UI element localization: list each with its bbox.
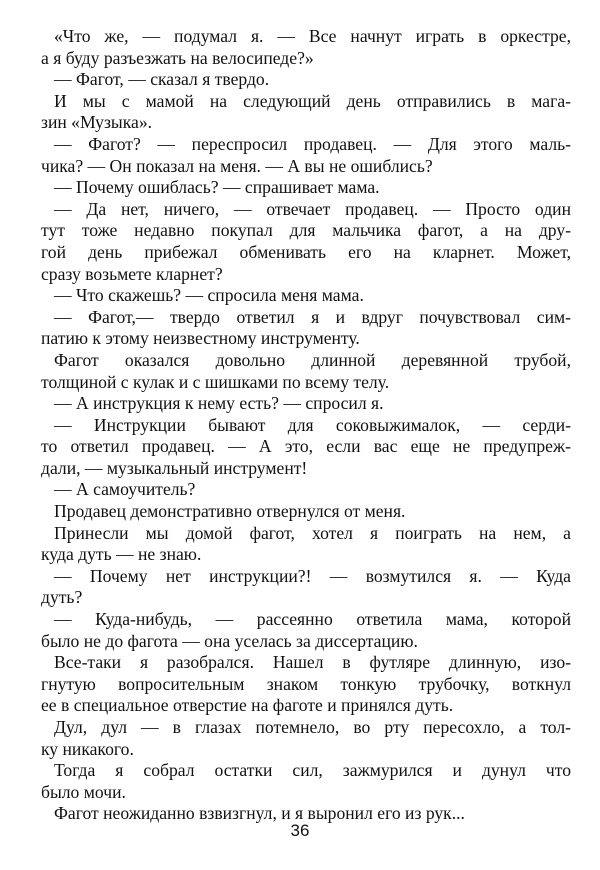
text-line: гой день прибежал обменивать его на кларнет. Может, <box>41 241 571 262</box>
page-number: 36 <box>290 821 310 840</box>
text-line: было мочи. <box>41 781 126 802</box>
text-line: — Фагот, — сказал я твердо. <box>54 69 270 90</box>
text-line: тут тоже недавно покупал для мальчика фагот, а на дру- <box>41 220 571 241</box>
text-line: — А инструкция к нему есть? — спросил я. <box>54 393 384 414</box>
text-line: зин «Музыка». <box>41 112 153 133</box>
text-line: «Что же, — подумал я. — Все начнут играть в оркестре, <box>54 26 571 46</box>
text-line: куда дуть — не знаю. <box>41 544 202 565</box>
text-line: патию к этому неизвестному инструменту. <box>41 328 360 349</box>
text-line: Принесли мы домой фагот, хотел я поиграть на нем, а <box>54 522 571 543</box>
text-line: — Куда-нибудь, — рассеянно ответила мама, которой <box>54 609 571 630</box>
text-line: — Да нет, ничего, — отвечает продавец. — Просто один <box>54 198 571 219</box>
text-line: — А самоучитель? <box>54 479 196 500</box>
text-line: Фагот неожиданно взвизгнул, и я выронил его из рук... <box>54 803 465 824</box>
text-line: гнутую вопросительным знаком тонкую трубочку, воткнул <box>41 673 571 694</box>
text-line: — Почему ошиблась? — спрашивает мама. <box>54 177 380 198</box>
text-line: — Фагот? — переспросил продавец. — Для этого маль- <box>54 133 571 154</box>
text-line: Тогда я собрал остатки сил, зажмурился и дунул что <box>54 760 571 781</box>
text-line: — Инструкции бывают для соковыжималок, — серди- <box>54 414 571 435</box>
text-line: И мы с мамой на следующий день отправились в мага- <box>54 90 571 111</box>
text-line: было не до фагота — она уселась за диссертацию. <box>41 630 418 651</box>
text-line: то ответил продавец. — А это, если вас еще не предупреж- <box>41 436 571 457</box>
text-line: Фагот оказался довольно длинной деревянной трубой, <box>54 349 571 370</box>
text-line: — Почему нет инструкции?! — возмутился я. — Куда <box>54 565 571 586</box>
text-line: Все-таки я разобрался. Нашел в футляре длинную, изо- <box>54 652 571 673</box>
text-line: а я буду разъезжать на велосипеде?» <box>41 47 314 68</box>
text-line: Дул, дул — в глазах потемнело, во рту пересохло, а тол- <box>54 717 571 737</box>
text-line: — Фагот,— твердо ответил я и вдруг почувствовал сим- <box>54 306 571 327</box>
text-line: дуть? <box>41 587 83 608</box>
text-line: — Что скажешь? — спросила меня мама. <box>54 285 364 306</box>
text-line: сразу возьмете кларнет? <box>41 263 223 284</box>
text-line: дали, — музыкальный инструмент! <box>41 457 308 478</box>
text-line: толщиной с кулак и с шишками по всему телу. <box>41 371 390 392</box>
text-line: чика? — Он показал на меня. — А вы не ошиблись? <box>41 155 433 176</box>
text-line: Продавец демонстративно отвернулся от меня. <box>54 501 406 522</box>
text-line: ее в специальное отверстие на фаготе и принялся дуть. <box>41 695 454 716</box>
text-line: ку никакого. <box>41 738 134 759</box>
body-text <box>41 26 571 825</box>
